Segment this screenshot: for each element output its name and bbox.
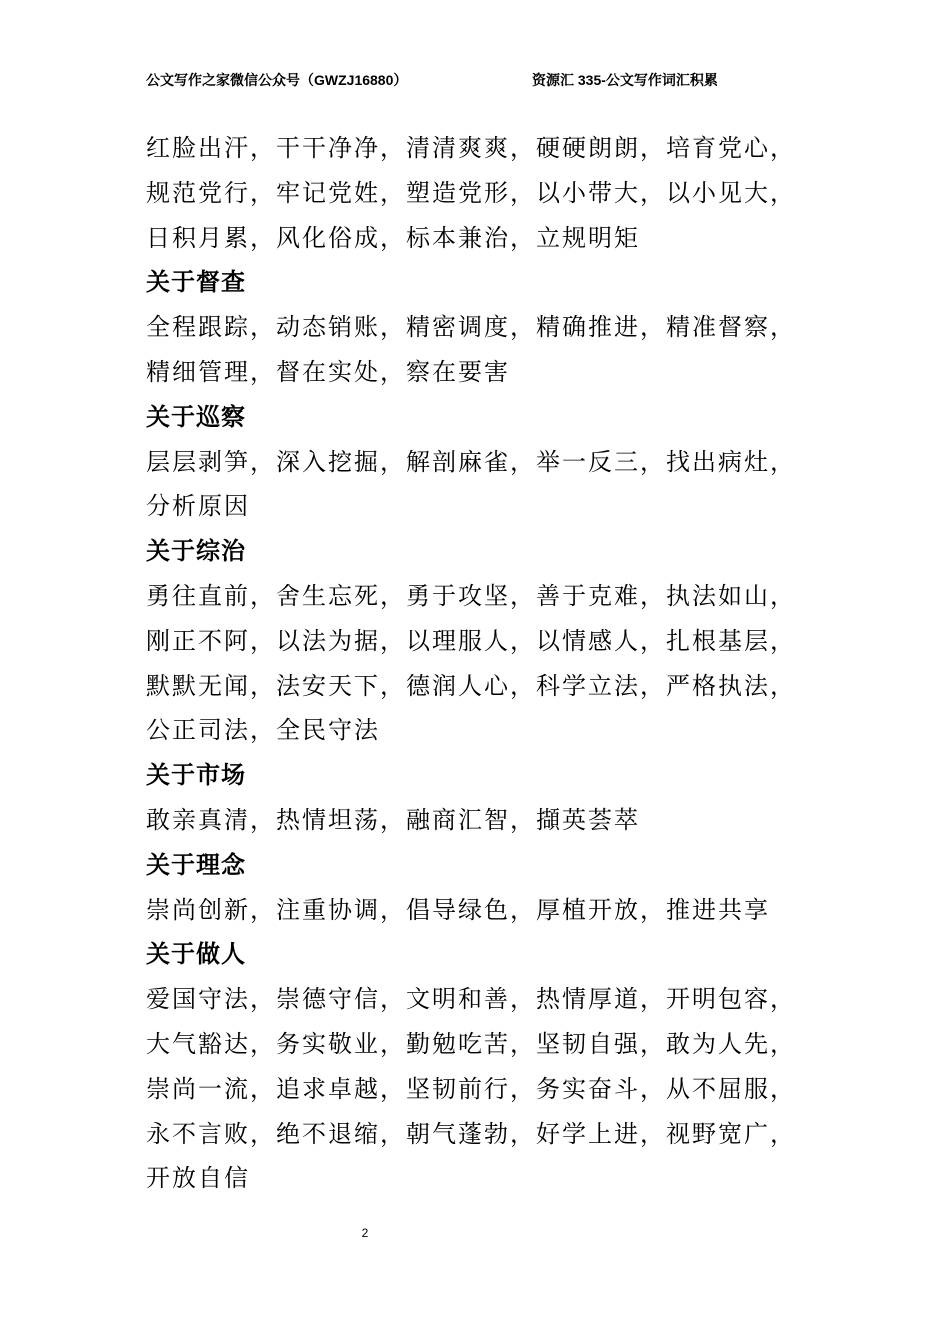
text-line: 崇尚一流，追求卓越，坚韧前行，务实奋斗，从不屈服， xyxy=(146,1074,796,1103)
section-conduct xyxy=(146,932,796,1201)
page-number: 2 xyxy=(361,1226,369,1240)
section-supervision xyxy=(146,260,796,394)
document-body xyxy=(146,126,796,1201)
page-header xyxy=(146,70,796,90)
header-left-text: 公文写作之家微信公众号（GWZJ16880） xyxy=(146,72,408,88)
section-governance xyxy=(146,529,796,753)
section-heading: 关于综治 xyxy=(146,537,246,566)
text-line: 精细管理，督在实处，察在要害 xyxy=(146,357,510,386)
text-line: 崇尚创新，注重协调，倡导绿色，厚植开放，推进共享 xyxy=(146,895,770,924)
text-line: 红脸出汗，干干净净，清清爽爽，硬硬朗朗，培育党心， xyxy=(146,134,796,162)
section-heading: 关于理念 xyxy=(146,850,246,879)
text-line: 勇往直前，舍生忘死，勇于攻坚，善于克难，执法如山， xyxy=(146,581,796,610)
text-line: 开放自信 xyxy=(146,1164,250,1193)
text-line: 默默无闻，法安天下，德润人心，科学立法，严格执法， xyxy=(146,671,796,700)
section-inspection xyxy=(146,395,796,529)
section-heading: 关于督查 xyxy=(146,268,246,297)
text-line: 刚正不阿，以法为据，以理服人，以情感人，扎根基层， xyxy=(146,626,796,655)
text-line: 全程跟踪，动态销账，精密调度，精确推进，精准督察， xyxy=(146,313,796,342)
section-heading: 关于市场 xyxy=(146,761,246,790)
text-line: 日积月累，风化俗成，标本兼治，立规明矩 xyxy=(146,223,640,252)
text-line: 敢亲真清，热情坦荡，融商汇智，擷英荟萃 xyxy=(146,805,640,834)
section-philosophy xyxy=(146,843,796,933)
text-line: 分析原因 xyxy=(146,492,250,521)
section-market xyxy=(146,753,796,843)
text-line: 公正司法，全民守法 xyxy=(146,716,380,745)
section-heading: 关于巡察 xyxy=(146,402,246,431)
text-line: 层层剥笋，深入挖掘，解剖麻雀，举一反三，找出病灶， xyxy=(146,447,796,476)
intro-paragraph xyxy=(146,126,796,260)
text-line: 永不言败，绝不退缩，朝气蓬勃，好学上进，视野宽广， xyxy=(146,1119,796,1148)
text-line: 规范党行，牢记党姓，塑造党形，以小带大，以小见大， xyxy=(146,178,796,207)
header-right-text: 资源汇 335-公文写作词汇积累 xyxy=(532,72,718,88)
section-heading: 关于做人 xyxy=(146,940,246,969)
text-line: 大气豁达，务实敬业，勤勉吃苦，坚韧自强，敢为人先， xyxy=(146,1029,796,1058)
text-line: 爱国守法，崇德守信，文明和善，热情厚道，开明包容， xyxy=(146,985,796,1014)
